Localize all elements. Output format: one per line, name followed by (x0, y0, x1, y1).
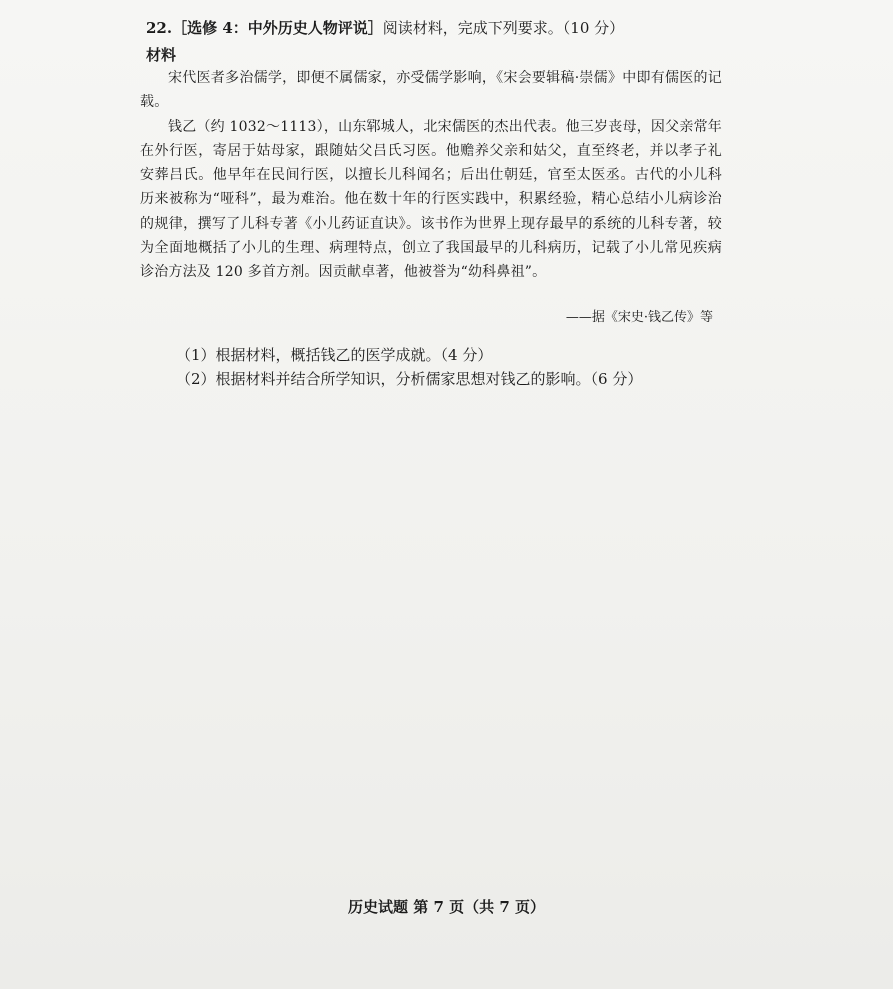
question-number: 22. (146, 19, 173, 37)
question-module: ［选修 4：中外历史人物评说］ (172, 19, 383, 37)
material-body (140, 66, 722, 285)
material-label: 材料 (146, 46, 177, 64)
material-paragraph-2: 钱乙（约 1032～1113），山东郓城人，北宋儒医的杰出代表。他三岁丧母，因父亲常年在外行医，寄居于姑母家，跟随姑父吕氏习医。他赡养父亲和姑父，直至终老，并以孝子礼安葬吕氏。他早年在民间行医，以擅长儿科闻名；后出仕朝廷，官至太医丞。古代的小儿科历来被称为“哑科”，最为难治。他在数十年的行医实践中，积累经验，精心总结小儿病诊治的规律，撰写了儿科专著《小儿药证直诀》。该书作为世界上现存最早的系统的儿科专著，较为全面地概括了小儿的生理、病理特点，创立了我国最早的儿科病历，记载了小儿常见疾病诊治方法及 120 多首方剂。因贡献卓著，他被誉为“幼科鼻祖”。 (140, 118, 722, 281)
sub-questions (176, 343, 642, 391)
question-instruction: 阅读材料，完成下列要求。（10 分） (382, 19, 625, 37)
question-header (146, 17, 746, 39)
sub-question-1: （1）根据材料，概括钱乙的医学成就。（4 分） (176, 346, 493, 364)
material-source: ——据《宋史·钱乙传》等 (565, 310, 713, 325)
material-paragraph-1: 宋代医者多治儒学，即便不属儒家，亦受儒学影响，《宋会要辑稿·崇儒》中即有儒医的记载。 (140, 70, 722, 111)
sub-question-2: （2）根据材料并结合所学知识，分析儒家思想对钱乙的影响。（6 分） (176, 370, 643, 388)
page-footer: 历史试题 第 7 页（共 7 页） (348, 898, 545, 916)
